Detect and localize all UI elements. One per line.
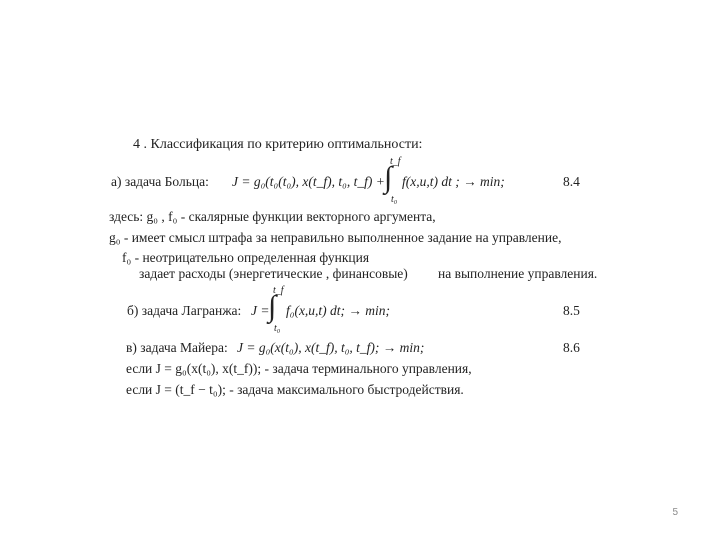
page-number: 5 bbox=[672, 507, 678, 518]
f0-line-2: задает расходы (энергетические , финансовые) bbox=[139, 266, 408, 281]
bolza-formula-left: J = g₀(t₀(t₀), x(t_f), t₀, t_f) + bbox=[232, 174, 385, 189]
mayer-label: в) задача Майера: bbox=[126, 340, 228, 355]
bolza-label: а) задача Больца: bbox=[111, 174, 209, 189]
if-speed-line: если J = (t_f − t₀); - задача максимального быстродействия. bbox=[126, 382, 464, 397]
bolza-integral-sign: ∫ bbox=[384, 161, 393, 194]
if-terminal-line: если J = g₀(x(t₀), x(t_f)); - задача терминального управления, bbox=[126, 361, 472, 376]
here-line: здесь: g₀ , f₀ - скалярные функции векторного аргумента, bbox=[109, 209, 436, 224]
mayer-eq-number: 8.6 bbox=[563, 340, 580, 355]
f0-line-2b: на выполнение управления. bbox=[438, 266, 598, 281]
bolza-eq-number: 8.4 bbox=[563, 174, 580, 189]
f0-line-1: f₀ - неотрицательно определенная функция bbox=[122, 250, 370, 265]
lagrange-integral-sign: ∫ bbox=[268, 290, 277, 323]
lagrange-formula-right: f₀(x,u,t) dt; → min; bbox=[286, 303, 391, 318]
lagrange-label: б) задача Лагранжа: bbox=[127, 303, 242, 318]
mayer-formula: J = g₀(x(t₀), x(t_f), t₀, t_f); → min; bbox=[237, 340, 425, 355]
bolza-formula-right: f(x,u,t) dt ; → min; bbox=[402, 174, 505, 189]
lagrange-eq-number: 8.5 bbox=[563, 303, 580, 318]
bolza-lower-limit: t₀ bbox=[391, 194, 398, 205]
lagrange-upper-limit: t_f bbox=[273, 285, 284, 296]
lagrange-formula-left: J = bbox=[251, 303, 270, 318]
g0-meaning-line: g₀ - имеет смысл штрафа за неправильно выполненное задание на управление, bbox=[109, 230, 562, 245]
section-title: 4 . Классификация по критерию оптимальности: bbox=[133, 137, 423, 152]
lagrange-lower-limit: t₀ bbox=[274, 323, 281, 334]
bolza-upper-limit: t_f bbox=[390, 156, 401, 167]
